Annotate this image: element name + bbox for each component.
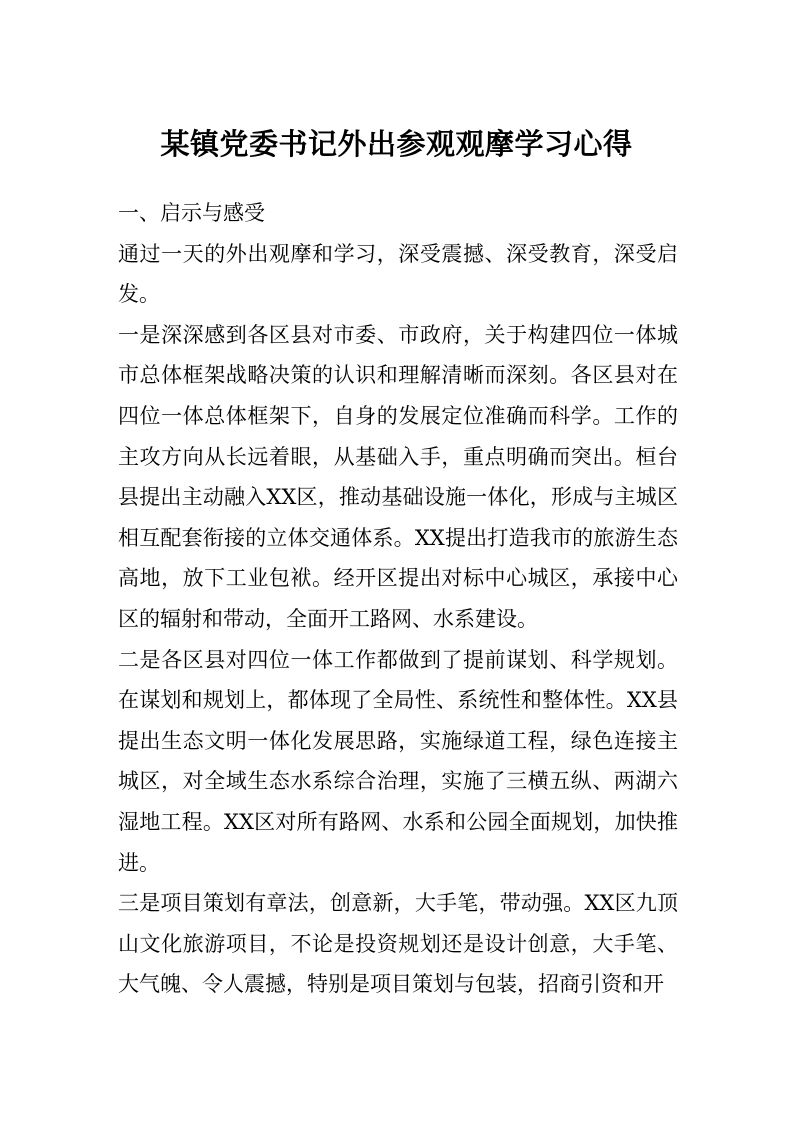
document-title: 某镇党委书记外出参观观摩学习心得	[160, 127, 633, 161]
document-body	[118, 193, 678, 1005]
body-paragraph: 二是各区县对四位一体工作都做到了提前谋划、科学规划。在谋划和规划上，都体现了全局性、系统性和整体性。XX县提出生态文明一体化发展思路，实施绿道工程，绿色连接主城区，对全域生态水系综合治理，实施了三横五纵、两湖六湿地工程。XX区对所有路网、水系和公园全面规划，加快推进。	[118, 647, 678, 875]
body-paragraph: 通过一天的外出观摩和学习，深受震撼、深受教育，深受启发。	[118, 241, 678, 307]
body-paragraph: 一是深深感到各区县对市委、市政府，关于构建四位一体城市总体框架战略决策的认识和理解清晰而深刻。各区县对在四位一体总体框架下，自身的发展定位准确而科学。工作的主攻方向从长远着眼，从基础入手，重点明确而突出。桓台县提出主动融入XX区，推动基础设施一体化，形成与主城区相互配套衔接的立体交通体系。XX提出打造我市的旅游生态高地，放下工业包袱。经开区提出对标中心城区，承接中心区的辐射和带动，全面开工路网、水系建设。	[118, 322, 678, 631]
section-heading: 一、启示与感受	[118, 201, 265, 225]
body-paragraph: 三是项目策划有章法，创意新，大手笔，带动强。XX区九顶山文化旅游项目，不论是投资规划还是设计创意，大手笔、大气魄、令人震撼，特别是项目策划与包装，招商引资和开	[118, 891, 678, 997]
